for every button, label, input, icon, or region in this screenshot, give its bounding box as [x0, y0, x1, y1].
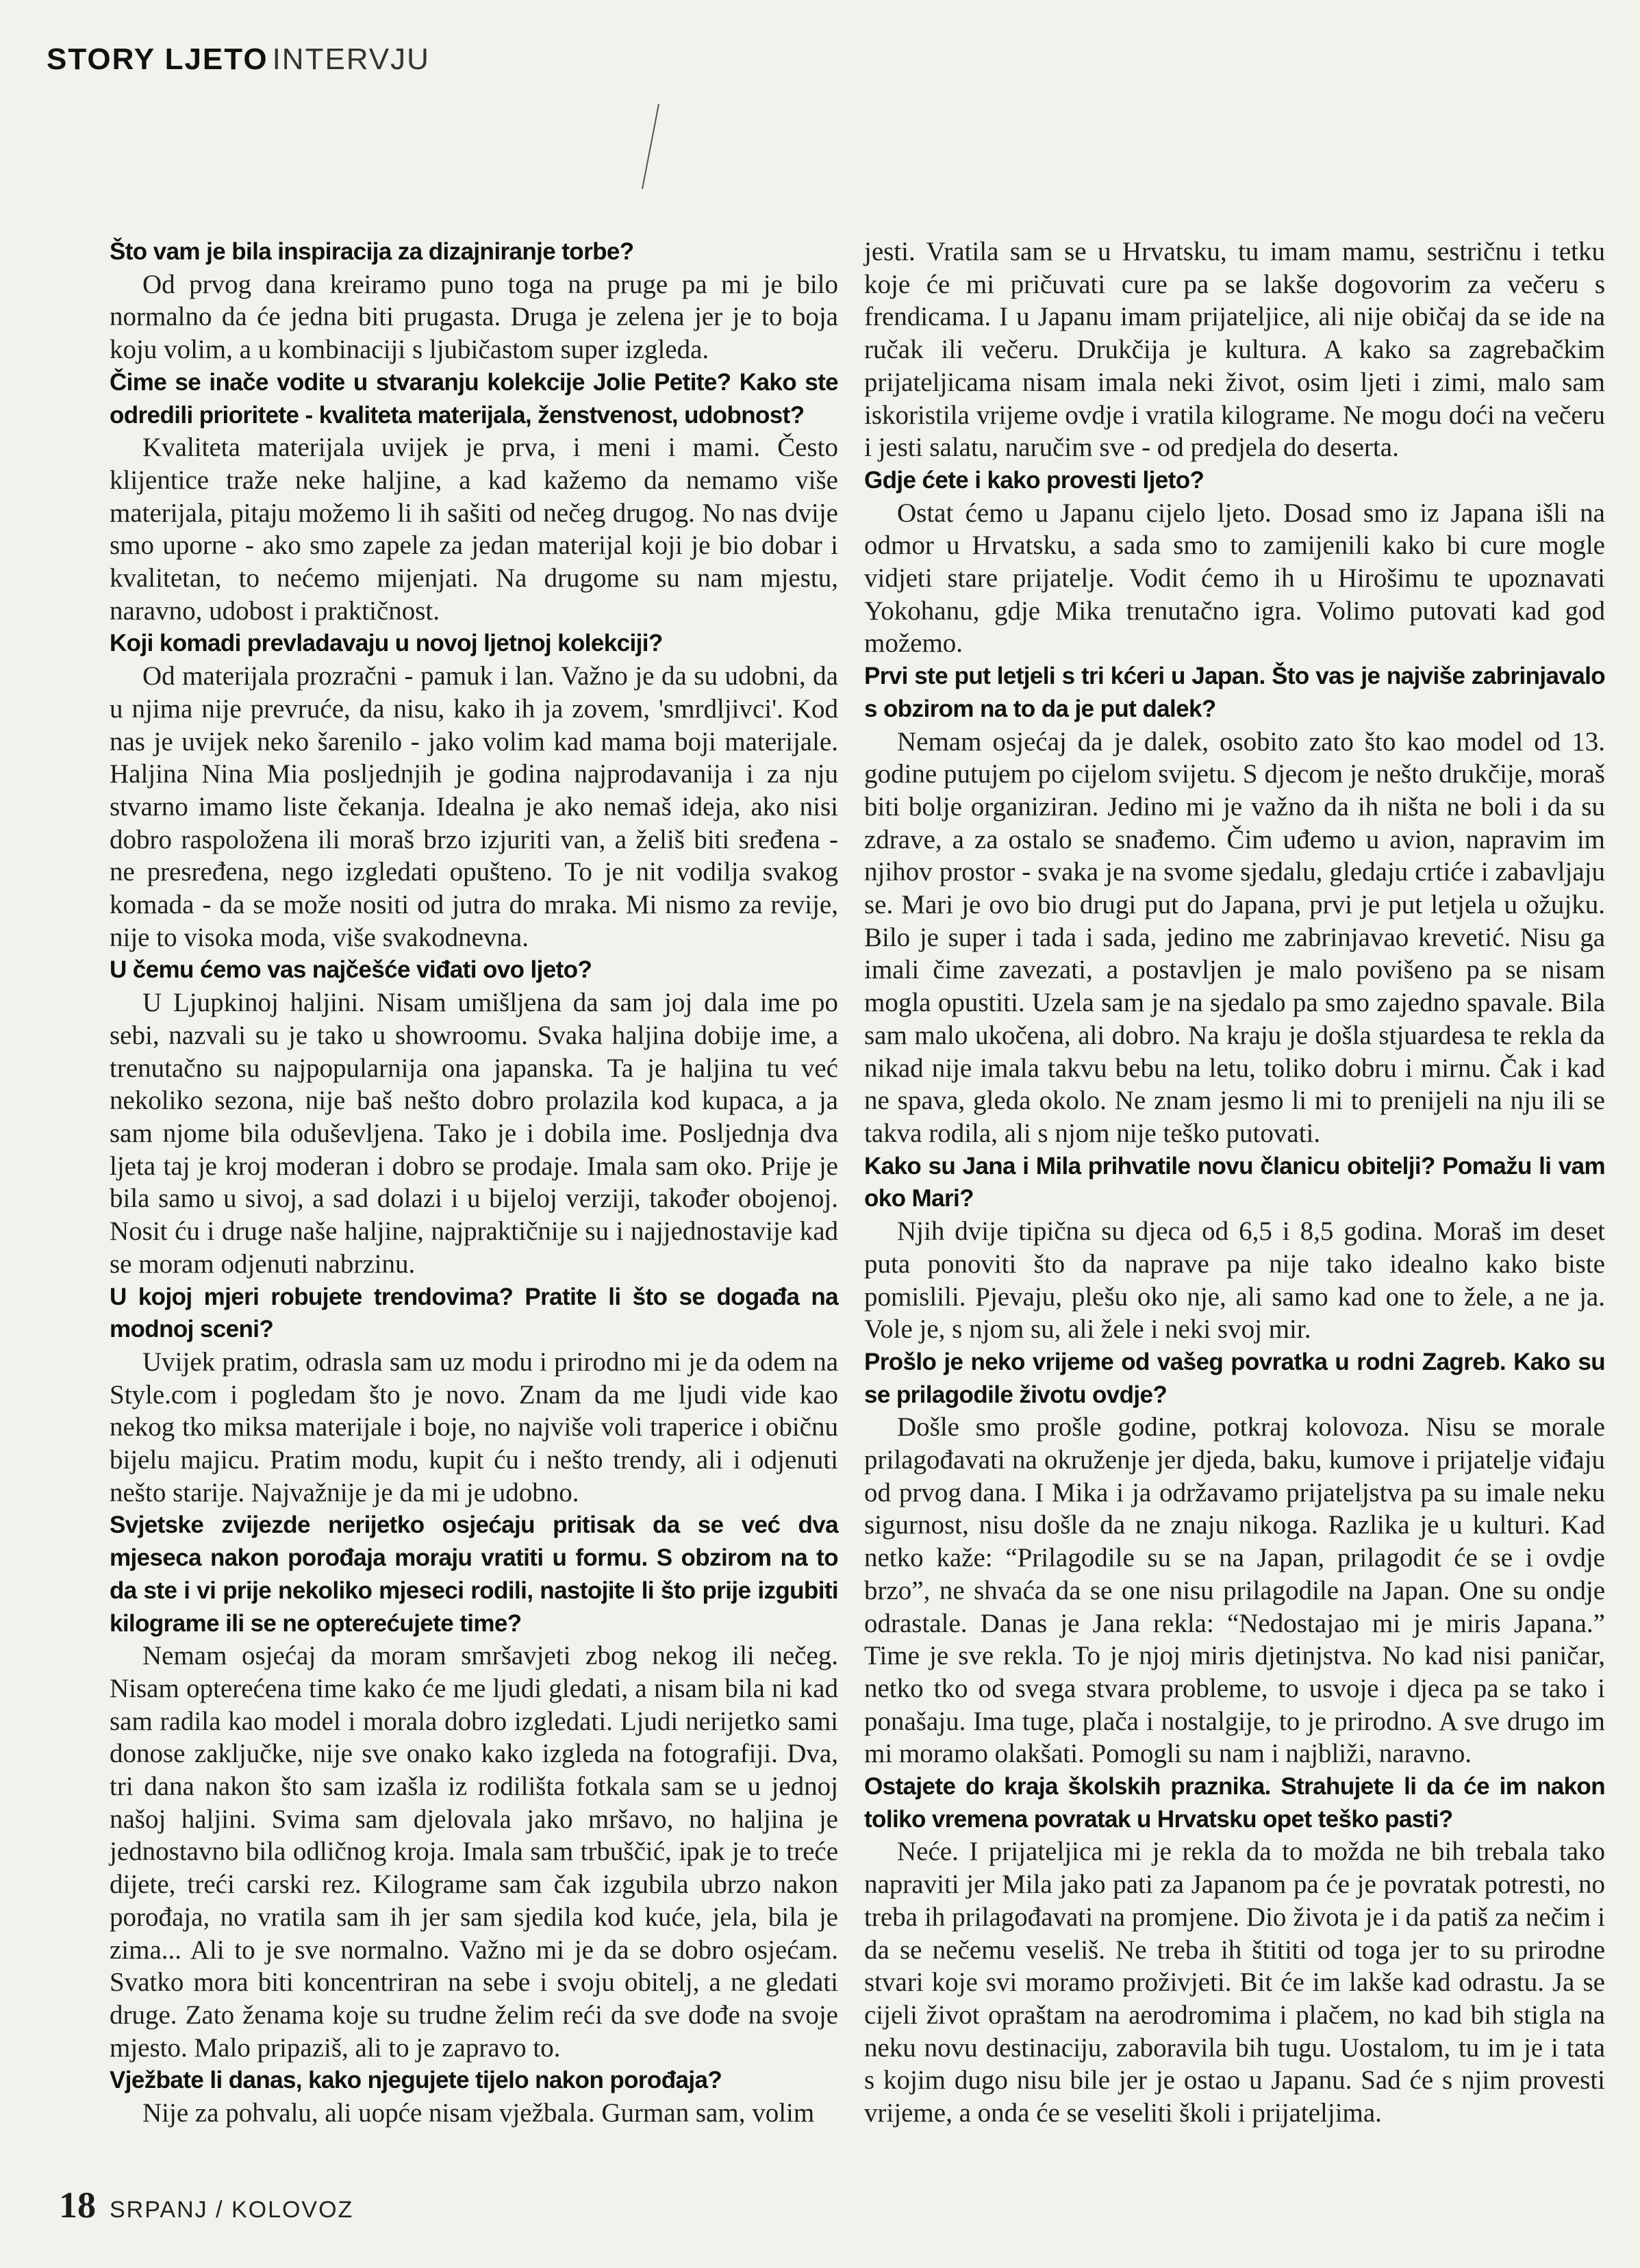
article-column-right: [864, 235, 1605, 2130]
interview-question: Koji komadi prevladavaju u novoj ljetnoj kolekciji?: [110, 630, 663, 657]
magazine-section-brand: STORY LJETO: [47, 42, 268, 76]
interview-answer: jesti. Vratila sam se u Hrvatsku, tu imam mamu, sestričnu i tetku koje će mi pričuvati cure pa se lakše dogovorim za večeru s frendicama. I u Japanu imam prijateljice, ali nije običaj da se ide na ručak ili večeru. Drukčija je kultura. A kako sa zagrebačkim prijateljicama nisam imala neki život, osim ljeti i zimi, malo sam iskoristila vrijeme ovdje i vratila kilograme. Ne mogu doći na večeru i jesti salatu, naručim sve - od predjela do deserta.: [864, 237, 1605, 463]
article-column-left: [110, 235, 838, 2130]
interview-question: Vježbate li danas, kako njegujete tijelo nakon porođaja?: [110, 2067, 722, 2094]
interview-question: Svjetske zvijezde nerijetko osjećaju pritisak da se već dva mjeseca nakon porođaja moraju vratiti u formu. S obzirom na to da ste i vi prije nekoliko mjeseci rodili, nastojite li što prije izgubiti kilograme ili se ne opterećujete time?: [110, 1512, 838, 1637]
issue-label: SRPANJ / KOLOVOZ: [110, 2197, 354, 2223]
interview-answer: Neće. I prijateljica mi je rekla da to možda ne bih trebala tako napraviti jer Mila jako pati za Japanom pa će je povratak potresti, no treba ih prilagođavati na promjene. Dio života je i da patiš za nečim i da se nečemu veseliš. Ne treba ih štititi od toga jer to su prirodne stvari koje svi moramo proživjeti. Bit će im lakše kad odrastu. Ja se cijeli život opraštam na aerodromima i plačem, no kad bih stigla na neku novu destinaciju, zaboravila bih tugu. Uostalom, tu im je i tata s kojim dugo nisu bile jer je ostao u Japanu. Sad će s njim provesti vrijeme, a onda će se veseliti školi i prijateljima.: [864, 1837, 1605, 2128]
interview-question: Čime se inače vodite u stvaranju kolekcije Jolie Petite? Kako ste odredili prioritete - kvaliteta materijala, ženstvenost, udobnost?: [110, 368, 838, 429]
interview-answer: Njih dvije tipična su djeca od 6,5 i 8,5 godina. Moraš im deset puta ponoviti što da naprave pa nije tako idealno kako biste pomislili. Pjevaju, plešu oko nje, ali samo kad one to žele, a ne ja. Vole je, s njom su, ali žele i neki svoj mir.: [864, 1216, 1605, 1345]
interview-answer: Nije za pohvalu, ali uopće nisam vježbala. Gurman sam, volim: [142, 2098, 815, 2128]
interview-question: Kako su Jana i Mila prihvatile novu članicu obitelji? Pomažu li vam oko Mari?: [864, 1152, 1605, 1212]
interview-question: U kojoj mjeri robujete trendovima? Pratite li što se događa na modnoj sceni?: [110, 1283, 838, 1343]
interview-answer: Ostat ćemo u Japanu cijelo ljeto. Dosad smo iz Japana išli na odmor u Hrvatsku, a sada smo to zamijenili kako bi cure mogle vidjeti stare prijatelje. Vodit ćemo ih u Hirošimu te upoznavati Yokohanu, gdje Mika trenutačno igra. Volimo putovati kad god možemo.: [864, 498, 1605, 659]
page-number: 18: [59, 2184, 96, 2226]
decorative-line: [637, 103, 664, 192]
interview-question: Ostajete do kraja školskih praznika. Strahujete li da će im nakon toliko vremena povratak u Hrvatsku opet teško pasti?: [864, 1773, 1605, 1833]
interview-answer: Nemam osjećaj da je dalek, osobito zato što kao model od 13. godine putujem po cijelom svijetu. S djecom je nešto drukčije, moraš biti bolje organiziran. Jedino mi je važno da ih ništa ne boli i da su zdrave, a za ostalo se snađemo. Čim uđemo u avion, napravim im njihov prostor - svaka je na svome sjedalu, gledaju crtiće i zabavljaju se. Mari je ovo bio drugi put do Japana, prvi je put letjela u ožujku. Bilo je super i tada i sada, jedino me zabrinjavao krevetić. Nisu ga imali čime zavezati, a postavljen je malo povišeno pa se nisam mogla opustiti. Uzela sam je na sjedalo pa smo zajedno spavale. Bila sam malo ukočena, ali dobro. Na kraju je došla stjuardesa te rekla da nikad nije imala takvu bebu na letu, toliko dobru i mirnu. Čak i kad ne spava, gleda okolo. Ne znam jesmo li mi to prenijeli na nju ili se takva rodila, ali s njom nije teško putovati.: [864, 726, 1605, 1148]
section-label: INTERVJU: [272, 42, 430, 76]
interview-question: Prvi ste put letjeli s tri kćeri u Japan. Što vas je najviše zabrinjavalo s obzirom na to da je put dalek?: [864, 663, 1605, 722]
page-footer: [59, 2184, 353, 2226]
interview-question: Prošlo je neko vrijeme od vašeg povratka u rodni Zagreb. Kako su se prilagodile životu ovdje?: [864, 1348, 1605, 1408]
interview-answer: Došle smo prošle godine, potkraj kolovoza. Nisu se morale prilagođavati na okruženje jer djeda, baku, kumove i prijatelje viđaju od prvog dana. I Mika i ja održavamo prijateljstva pa su imale neku sigurnost, nisu došle da ne znaju nikoga. Razlika je u kulturi. Kad netko kaže: “Prilagodile su se na Japan, prilagodit će se i ovdje brzo”, ne shvaća da se one nisu prilagodile na Japan. One su ondje odrastale. Danas je Jana rekla: “Nedostajao mi je miris Japana.” Time je sve rekla. To je njoj miris djetinjstva. No kad nisi paničar, netko tko od svega stvara probleme, to usvoje i djeca pa se tako i ponašaju. Ima tuge, plača i nostalgije, to je prirodno. A sve drugo im mi moramo olakšati. Pomogli su nam i najbliži, naravno.: [864, 1412, 1605, 1769]
interview-answer: U Ljupkinoj haljini. Nisam umišljena da sam joj dala ime po sebi, nazvali su je tako u showroomu. Svaka haljina dobije ime, a trenutačno su najpopularnija ona japanska. Ta je haljina tu već nekoliko sezona, nije baš nešto dobro prolazila kod kupaca, a ja sam njome bila oduševljena. Tako je i dobila ime. Posljednja dva ljeta taj je kroj moderan i dobro se prodaje. Imala sam oko. Prije je bila samo u sivoj, a sad dolazi i u bijeloj verziji, također obojenoj. Nosit ću i druge naše haljine, najpraktičnije su i najjednostavije kad se moram odjenuti nabrzinu.: [110, 988, 838, 1279]
interview-answer: Od prvog dana kreiramo puno toga na pruge pa mi je bilo normalno da će jedna biti prugasta. Druga je zelena jer je to boja koju volim, a u kombinaciji s ljubičastom super izgleda.: [110, 269, 838, 365]
interview-question: Što vam je bila inspiracija za dizajniranje torbe?: [110, 238, 634, 265]
interview-answer: Uvijek pratim, odrasla sam uz modu i prirodno mi je da odem na Style.com i pogledam što je novo. Znam da me ljudi vide kao nekog tko miksa materijale i boje, no najviše voli traperice i običnu bijelu majicu. Pratim modu, kupit ću i nešto trendy, ali i odjenuti nešto starije. Najvažnije je da mi je udobno.: [110, 1347, 838, 1507]
interview-answer: Nemam osjećaj da moram smršavjeti zbog nekog ili nečeg. Nisam opterećena time kako će me ljudi gledati, a nisam bila ni kad sam radila kao model i morala dobro izgledati. Ljudi nerijetko sami donose zaključke, nije sve onako kako izgleda na fotografiji. Dva, tri dana nakon što sam izašla iz rodilišta fotkala sam se u jednoj našoj haljini. Svima sam djelovala jako mršavo, no haljina je jednostavno bila odličnog kroja. Imala sam trbuščić, ipak je to treće dijete, treći carski rez. Kilograme sam čak izgubila ubrzo nakon porođaja, no vratila sam ih jer sam sjedila kod kuće, jela, bila je zima... Ali to je sve normalno. Važno mi je da se dobro osjećam. Svatko mora biti koncentriran na sebe i svoju obitelj, a ne gledati druge. Zato ženama koje su trudne želim reći da sve dođe na svoje mjesto. Malo pripaziš, ali to je zapravo to.: [110, 1641, 838, 2063]
interview-question: Gdje ćete i kako provesti ljeto?: [864, 466, 1204, 494]
interview-answer: Kvaliteta materijala uvijek je prva, i meni i mami. Često klijentice traže neke haljine, a kad kažemo da nemamo više materijala, pitaju možemo li ih sašiti od nečeg drugog. No nas dvije smo uporne - ako smo zapele za jedan materijal koji je bio dobar i kvalitetan, to nećemo mijenjati. Na drugome su nam mjestu, naravno, udobost i praktičnost.: [110, 433, 838, 626]
interview-question: U čemu ćemo vas najčešće viđati ovo ljeto?: [110, 956, 592, 984]
interview-answer: Od materijala prozračni - pamuk i lan. Važno je da su udobni, da u njima nije prevruće, da nisu, kako ih ja zovem, 'smrdljivci'. Kod nas je uvijek neko šarenilo - jako volim kad mama boji materijale. Haljina Nina Mia posljednjih je godina najprodavanija i za nju stvarno imamo liste čekanja. Idealna je ako nemaš ideja, ako nisi dobro raspoložena ili moraš brzo izjuriti van, a želiš biti sređena - ne presređena, nego izgledati opušteno. To je nit vodilja svakog komada - da se može nositi od jutra do mraka. Mi nismo za revije, nije to visoka moda, više svakodnevna.: [110, 661, 838, 952]
running-header: [47, 42, 430, 77]
